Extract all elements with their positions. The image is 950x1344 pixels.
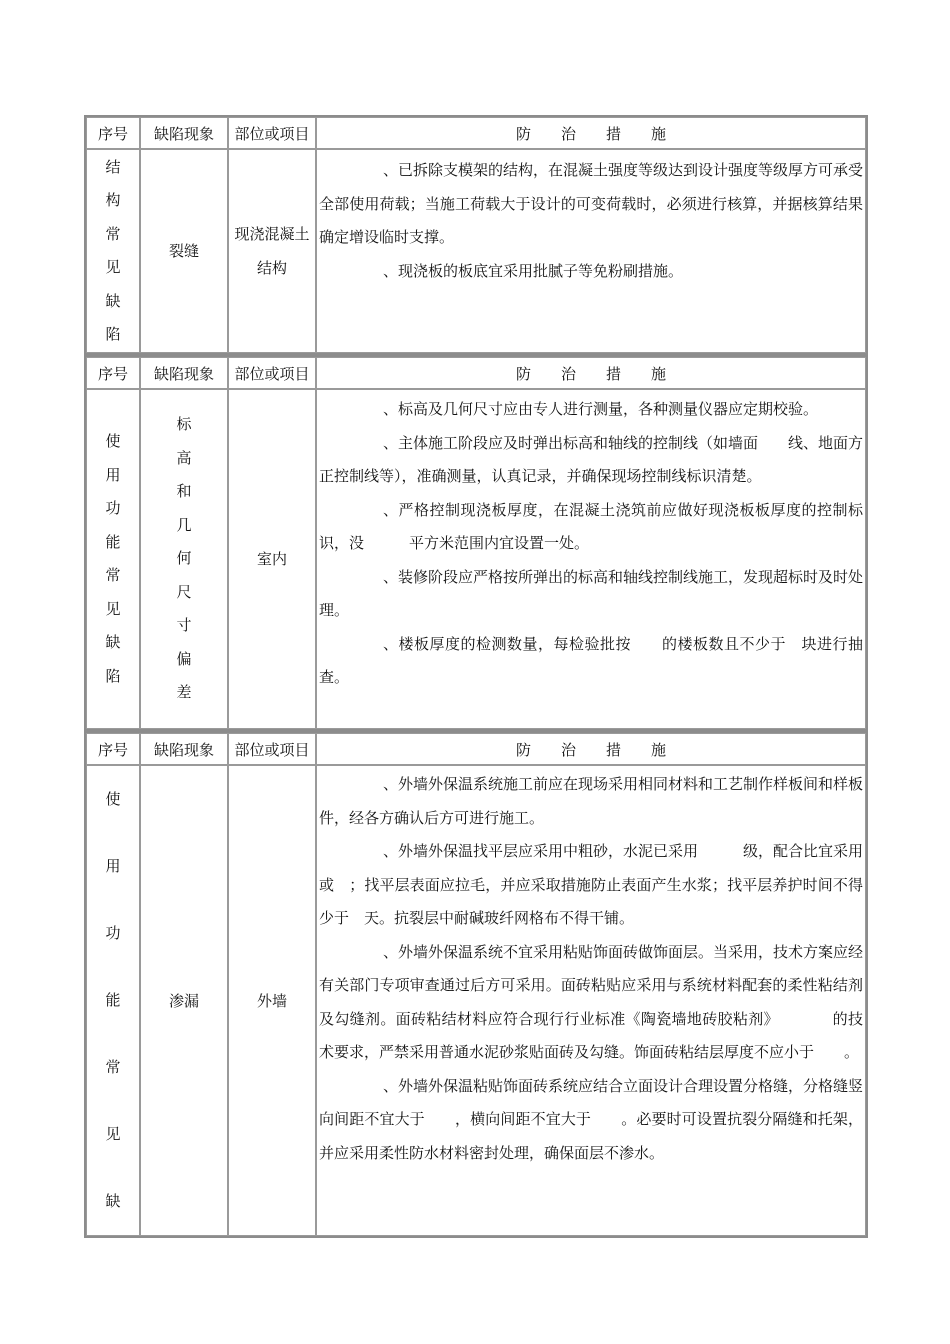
category-char: 常 (105, 1058, 121, 1076)
table-header-row (86, 357, 866, 389)
location-line: 结构 (256, 259, 287, 277)
header-phenomenon: 缺陷现象 (140, 357, 228, 389)
category-char: 常 (105, 566, 121, 584)
phenomenon-char: 偏 (176, 649, 192, 668)
measure-item: 、外墙外保温系统施工前应在现场采用相同材料和工艺制作样板间和样板件，经各方确认后方可进行施工。 (319, 775, 864, 827)
measure-item: 、外墙外保温粘贴饰面砖系统应结合立面设计合理设置分格缝，分格缝竖向间距不宜大于 ，横向间距不宜大于 。必要时可设置抗裂分隔缝和托架，并应采用柔性防水材料密封处理，确保面层不渗水。 (319, 1076, 864, 1162)
phenomenon-char: 高 (176, 448, 192, 467)
category-cell (86, 765, 140, 1236)
category-char: 能 (105, 532, 121, 551)
phenomenon-cell: 裂缝 (140, 149, 228, 353)
header-measures: 防 治 措 施 (316, 117, 866, 149)
measure-item: 、外墙外保温找平层应采用中粗砂，水泥已采用 级，配合比宜采用 或 ；找平层表面应拉毛，并应采取措施防止表面产生水浆；找平层养护时间不得少于 天。抗裂层中耐碱玻纤网格布不得干铺。 (319, 842, 909, 927)
category-char: 能 (105, 991, 121, 1009)
measure-item: 、已拆除支模架的结构，在混凝土强度等级达到设计强度等级厚方可承受全部使用荷载；当施工荷载大于设计的可变荷载时，必须进行核算，并据核算结果确定增设临时支撑。 (319, 161, 864, 246)
phenomenon-char: 何 (176, 549, 192, 568)
table-header-row (86, 733, 866, 765)
location-line: 现浇混凝土 (234, 225, 310, 243)
measure-item: 、装修阶段应严格按所弹出的标高和轴线控制线施工，发现超标时及时处理。 (319, 567, 864, 619)
phenomenon-char: 几 (176, 515, 192, 534)
phenomenon-char: 和 (176, 482, 192, 501)
header-measures: 防 治 措 施 (316, 357, 866, 389)
header-seq: 序号 (86, 357, 140, 389)
phenomenon-char: 尺 (176, 582, 192, 601)
phenomenon-cell (140, 389, 228, 729)
measure-item: 、外墙外保温系统不宜采用粘贴饰面砖做饰面层。当采用，技术方案应经有关部门专项审查通过后方可采用。面砖粘贴应采用与系统材料配套的柔性粘结剂及勾缝剂。面砖粘结材料应符合现行行业标准《陶瓷墙地砖胶粘剂》 的技术要求，严禁采用普通水泥砂浆贴面砖及勾缝。饰面砖粘结层厚度不应小于 。 (319, 942, 864, 1061)
category-char: 构 (105, 191, 121, 209)
category-char: 使 (105, 790, 121, 808)
table-block-structural-cracks (84, 115, 868, 355)
header-measures: 防 治 措 施 (316, 733, 866, 765)
header-phenomenon: 缺陷现象 (140, 117, 228, 149)
table-row (86, 765, 866, 1236)
category-cell (86, 389, 140, 729)
header-location: 部位或项目 (228, 733, 316, 765)
category-char: 陷 (105, 666, 121, 685)
measures-cell (316, 765, 909, 1236)
phenomenon-char: 差 (176, 683, 192, 702)
table-block-dimension-deviation (84, 355, 868, 731)
measure-item: 、严格控制现浇板厚度，在混凝土浇筑前应做好现浇板板厚度的控制标识，没 平方米范围内宜设置一处。 (319, 500, 863, 552)
table-row (86, 149, 866, 353)
category-char: 常 (105, 224, 121, 243)
category-char: 见 (105, 258, 121, 276)
category-char: 见 (105, 599, 121, 618)
measure-item: 、楼板厚度的检测数量，每检验批按 的楼板数且不少于 块进行抽查。 (319, 634, 863, 686)
table-header-row (86, 117, 866, 149)
category-char: 用 (105, 465, 121, 484)
header-seq: 序号 (86, 117, 140, 149)
location-cell: 外墙 (228, 765, 316, 1236)
table-row (86, 389, 866, 729)
category-char: 用 (105, 857, 121, 875)
phenomenon-char: 标 (176, 415, 192, 434)
measure-item: 、现浇板的板底宜采用批腻子等免粉刷措施。 (383, 261, 684, 280)
table-block-exterior-leakage (84, 731, 909, 1238)
header-seq: 序号 (86, 733, 140, 765)
category-char: 缺 (105, 633, 121, 651)
header-location: 部位或项目 (228, 117, 316, 149)
category-char: 功 (105, 499, 121, 517)
category-char: 使 (105, 432, 121, 450)
phenomenon-char: 寸 (176, 616, 192, 635)
category-char: 见 (105, 1125, 121, 1143)
header-phenomenon: 缺陷现象 (140, 733, 228, 765)
measures-cell (316, 149, 866, 353)
category-char: 陷 (105, 325, 121, 343)
phenomenon-cell: 渗漏 (140, 765, 228, 1236)
category-cell (86, 149, 140, 353)
category-char: 结 (105, 157, 121, 176)
category-char: 缺 (105, 1192, 121, 1210)
defect-measures-document (84, 115, 909, 1238)
measure-item: 、主体施工阶段应及时弹出标高和轴线的控制线（如墙面 线、地面方正控制线等），准确测量，认真记录，并确保现场控制线标识清楚。 (319, 433, 864, 485)
category-char: 缺 (105, 291, 121, 310)
header-location: 部位或项目 (228, 357, 316, 389)
measures-cell (316, 389, 866, 729)
location-cell (228, 149, 316, 353)
location-cell: 室内 (228, 389, 316, 729)
measure-item: 、标高及几何尺寸应由专人进行测量，各种测量仪器应定期校验。 (383, 400, 819, 418)
category-char: 功 (105, 924, 121, 942)
